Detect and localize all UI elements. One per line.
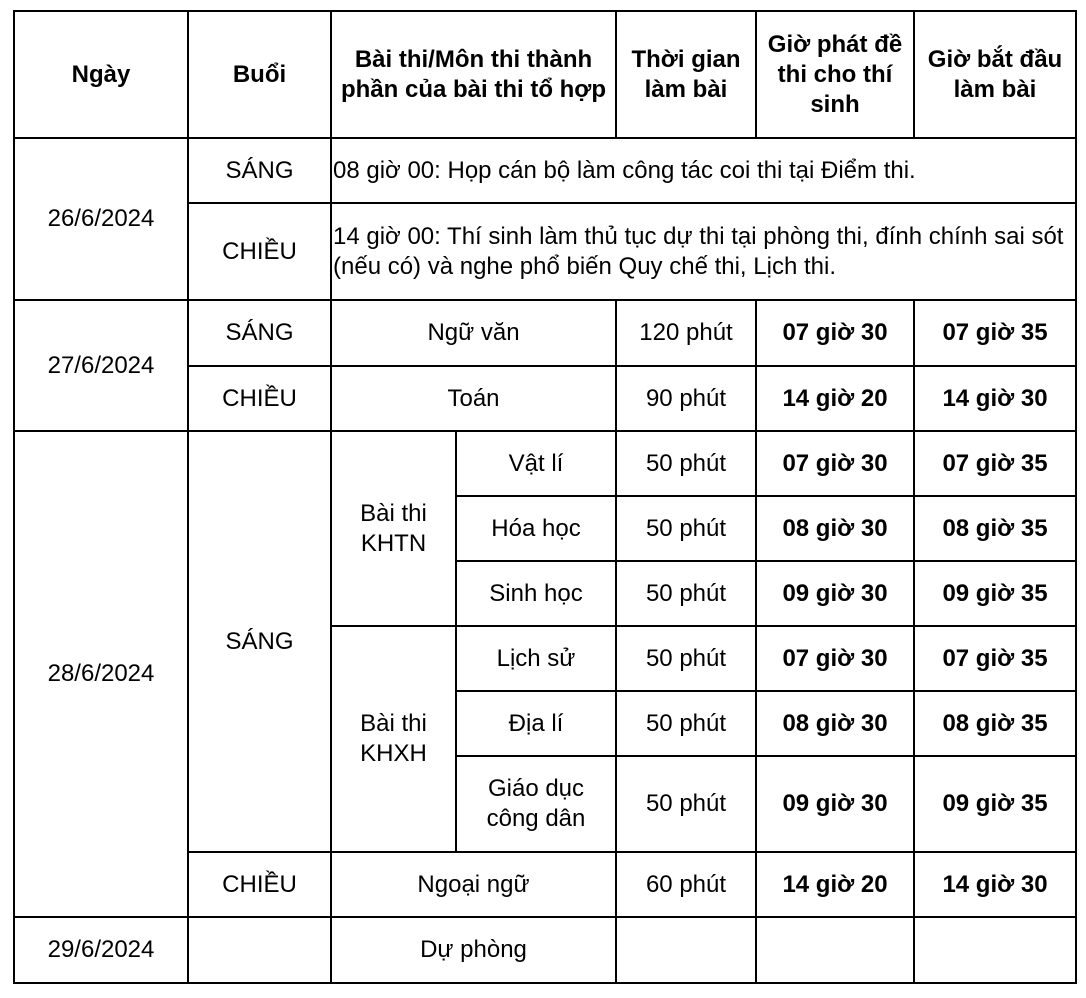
subject-cell: Địa lí (456, 691, 616, 756)
exam-schedule-table (13, 10, 1077, 984)
header-gio-phat-de: Giờ phát đề thi cho thí sinh (756, 11, 914, 138)
header-thoi-gian: Thời gian làm bài (616, 11, 756, 138)
table-row (14, 431, 1076, 496)
duration-cell: 90 phút (616, 366, 756, 431)
duration-cell: 50 phút (616, 626, 756, 691)
distribution-time-cell: 08 giờ 30 (756, 691, 914, 756)
subject-cell: Ngoại ngữ (331, 852, 616, 917)
distribution-time-cell: 07 giờ 30 (756, 431, 914, 496)
start-time-cell: 14 giờ 30 (914, 366, 1076, 431)
start-time-cell: 08 giờ 35 (914, 496, 1076, 561)
session-cell: SÁNG (188, 431, 331, 852)
duration-cell: 50 phút (616, 691, 756, 756)
distribution-time-cell: 07 giờ 30 (756, 626, 914, 691)
group-cell: Bài thi KHTN (331, 431, 456, 626)
table-row (14, 300, 1076, 366)
start-time-cell: 14 giờ 30 (914, 852, 1076, 917)
header-ngay: Ngày (14, 11, 188, 138)
date-cell: 26/6/2024 (14, 138, 188, 300)
session-cell (188, 917, 331, 983)
distribution-time-cell: 08 giờ 30 (756, 496, 914, 561)
date-cell: 28/6/2024 (14, 431, 188, 917)
start-time-cell: 09 giờ 35 (914, 756, 1076, 852)
header-row (14, 11, 1076, 138)
subject-cell: Dự phòng (331, 917, 616, 983)
start-time-cell: 09 giờ 35 (914, 561, 1076, 626)
group-cell: Bài thi KHXH (331, 626, 456, 852)
subject-cell: Lịch sử (456, 626, 616, 691)
header-buoi: Buổi (188, 11, 331, 138)
subject-cell: Sinh học (456, 561, 616, 626)
start-time-cell: 08 giờ 35 (914, 691, 1076, 756)
duration-cell: 50 phút (616, 756, 756, 852)
header-gio-bat-dau: Giờ bắt đầu làm bài (914, 11, 1076, 138)
session-cell: CHIỀU (188, 203, 331, 300)
session-cell: CHIỀU (188, 366, 331, 431)
table-row (14, 138, 1076, 203)
start-time-cell: 07 giờ 35 (914, 431, 1076, 496)
start-time-cell (914, 917, 1076, 983)
duration-cell: 50 phút (616, 496, 756, 561)
distribution-time-cell: 09 giờ 30 (756, 756, 914, 852)
distribution-time-cell: 09 giờ 30 (756, 561, 914, 626)
table-row (14, 917, 1076, 983)
duration-cell: 60 phút (616, 852, 756, 917)
distribution-time-cell: 14 giờ 20 (756, 852, 914, 917)
subject-cell: Giáo dục công dân (456, 756, 616, 852)
duration-cell (616, 917, 756, 983)
subject-cell: Ngữ văn (331, 300, 616, 366)
date-cell: 29/6/2024 (14, 917, 188, 983)
distribution-time-cell: 14 giờ 20 (756, 366, 914, 431)
session-cell: SÁNG (188, 300, 331, 366)
date-cell: 27/6/2024 (14, 300, 188, 431)
session-cell: CHIỀU (188, 852, 331, 917)
subject-cell: Vật lí (456, 431, 616, 496)
duration-cell: 50 phút (616, 431, 756, 496)
session-cell: SÁNG (188, 138, 331, 203)
duration-cell: 50 phút (616, 561, 756, 626)
start-time-cell: 07 giờ 35 (914, 300, 1076, 366)
distribution-time-cell: 07 giờ 30 (756, 300, 914, 366)
subject-cell: Hóa học (456, 496, 616, 561)
note-cell: 08 giờ 00: Họp cán bộ làm công tác coi thi tại Điểm thi. (331, 138, 1076, 203)
note-cell: 14 giờ 00: Thí sinh làm thủ tục dự thi tại phòng thi, đính chính sai sót (nếu có) và nghe phổ biến Quy chế thi, Lịch thi. (331, 203, 1076, 300)
start-time-cell: 07 giờ 35 (914, 626, 1076, 691)
distribution-time-cell (756, 917, 914, 983)
duration-cell: 120 phút (616, 300, 756, 366)
subject-cell: Toán (331, 366, 616, 431)
header-bai-thi: Bài thi/Môn thi thành phần của bài thi tổ hợp (331, 11, 616, 138)
